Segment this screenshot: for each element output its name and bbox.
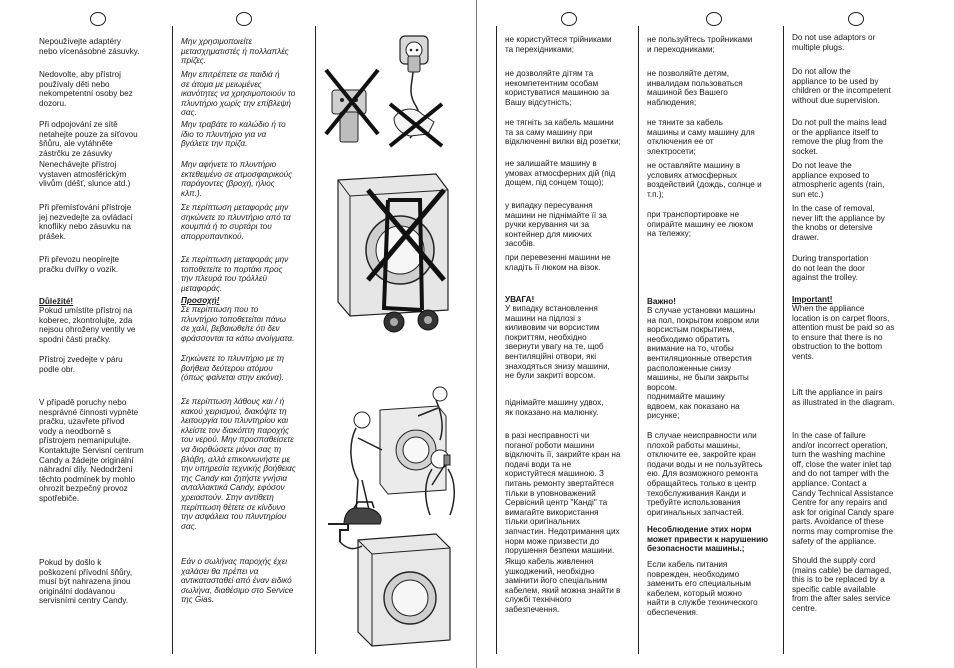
ua-para-9: в разі несправності чи поганої роботи машини відключіть її, закрийте кран на подачі води та не користуйтеся машиною. З питань ремонту звертайтеся тільки в уповноважений Сервісний центр "Канді" та вимагайте використання тільки оригінальних запчастин. Недотримання цих норм може призвести до порушення безпеки машини.	[505, 431, 621, 556]
ua-para-6: при перевезенні машини не кладіть її люком на візок.	[505, 253, 611, 272]
column-separator	[496, 26, 497, 654]
page-fold	[476, 0, 477, 668]
ru-para-1: не пользуйтесь тройниками и переходниками;	[647, 35, 753, 54]
trolley-transport-illustration	[318, 160, 468, 340]
en-para-4: Do not leave the appliance exposed to atmospheric agents (rain, sun etc.)	[792, 161, 885, 199]
language-badge-ua	[561, 12, 577, 26]
gr-para-2: Μην επιτρέπετε σε παιδιά ή σε άτομα με μειωμένες ικανότητες να χρησιμοποιούν το πλυντήριο χωρίς την επίβλεψή σας.	[181, 70, 296, 118]
ru-heading-2: Несоблюдение этих норм может привести к нарушению безопасности машины.;	[647, 525, 769, 554]
column-separator	[783, 26, 784, 654]
gr-para-10: Εάν ο σωλήνας παροχής έχει χαλάσει θα πρέπει να αντικατασταθεί από έναν ειδικό σωλήνα, διαθέσιμο στο Service της Gias.	[181, 557, 294, 605]
ua-para-3: не тягніть за кабель машини та за саму машину при відключенні вилки від розетки;	[505, 118, 621, 147]
ru-para-3: не тяните за кабель машины и саму машину для отключения ее от электросети;	[647, 118, 755, 156]
column-separator	[172, 26, 173, 654]
cz-heading: Důležité!	[39, 297, 74, 306]
en-para-1: Do not use adaptors or multiple plugs.	[792, 33, 876, 52]
ua-heading: УВАГА!	[505, 295, 535, 304]
ua-para-4: не залишайте машину в умовах атмосферних дій (під дощем, під сонцем тощо);	[505, 159, 616, 188]
person-on-phone-illustration	[410, 445, 470, 525]
ru-para-2: не позволяйте детям, инвалидам пользоваться машиной без Вашего наблюдения;	[647, 69, 743, 107]
en-para-10: Should the supply cord (mains cable) be damaged, this is to be replaced by a specific cable available from the after sales service centre.	[792, 556, 892, 613]
adaptor-plug-illustration	[318, 26, 468, 154]
en-para-7: When the appliance location is on carpet floors, attention must be paid so as to ensure that there is no obstruction to the bottom vents.	[792, 304, 895, 361]
en-para-8: Lift the appliance in pairs as illustrated in the diagram.	[792, 388, 895, 407]
en-para-6: During transportation do not lean the door against the trolley.	[792, 254, 869, 283]
gr-heading: Προσοχή!	[181, 296, 220, 305]
en-para-5: In the case of removal, never lift the appliance by the knobs or detersive drawer.	[792, 204, 885, 242]
ru-para-6: В случае установки машины на пол, покрытом ковром или ворсистым покрытием, необходимо обратить внимание на то, чтобы вентиляционные отверстия расположенные снизу машины, не были закрыты ворсом.	[647, 306, 760, 392]
ru-para-7: поднимайте машину вдвоем, как показано на рисунке;	[647, 392, 740, 421]
column-separator	[638, 26, 639, 654]
gr-para-8: Σηκώνετε το πλυντήριο με τη βοήθεια δεύτερου ατόμου (όπως φαίνεται στην εικόνα).	[181, 354, 284, 383]
cz-para-4: Nenechávejte přístroj vystaven atmosférickým vlivům (déšť, slunce atd.)	[39, 160, 131, 189]
ru-para-9: Если кабель питания поврежден, необходимо заменить его специальным кабелем, который можно найти в службе технического обеспечения.	[647, 560, 758, 617]
ua-para-8: піднімайте машину удвох, як показано на малюнку.	[505, 398, 604, 417]
ru-para-8: В случае неисправности или плохой работы машины, отключите ее, закройте кран подачи воды и не пользуйтесь ею. Для возможного ремонта обращайтесь только в центр техобслуживания Канди и требуйте использования оригинальных запчастей.	[647, 431, 763, 517]
language-badge-gr	[236, 12, 252, 26]
gr-para-4: Μην αφήνετε το πλυντήριο εκτεθειμένο σε ατμοσφαιρικούς παράγοντες (βροχή, ήλιος κλπ.).	[181, 160, 293, 198]
en-para-2: Do not allow the appliance to be used by children or the incompetent without due supervision.	[792, 67, 891, 105]
tap-and-service-illustration	[318, 520, 468, 660]
language-badge-en	[848, 12, 864, 26]
gr-para-1: Μην χρησιμοποιείτε μετασχηματιστές ή πολλαπλές πρίζες.	[181, 37, 289, 66]
cz-para-9: V případě poruchy nebo nesprávné činnosti vypněte pračku, uzavřete přívod vody a neodborně s přístrojem nemanipulujte. Kontaktujte Servisní centrum Candy a žádejte originální náhradní díly. Nedodržení těchto podmínek by mohlo ohrozit bezpečný provoz spotřebiče.	[39, 398, 144, 503]
cz-para-10: Pokud by došlo k poškození přívodní šňůry, musí být nahrazena jinou originální dodávanou servisními centry Candy.	[39, 558, 133, 606]
ru-heading: Важно!	[647, 297, 676, 306]
ua-para-7: У випадку встановлення машини на підлозі з киливовим чи ворсистим покриттям, необхідно звернути увагу на те, щоб вентиляційні отвори, які знаходяться знизу машини, не були закриті ворсом.	[505, 304, 610, 381]
ru-para-5: при транспортировке не опирайте машину ее люком на тележку;	[647, 210, 754, 239]
en-heading: Important!	[792, 295, 833, 304]
cz-para-3: Při odpojování ze sítě netahejte pouze za síťovou šňůru, ale vytáhněte zástrčku ze zásuvky	[39, 120, 138, 158]
ru-para-4: не оставляйте машину в условиях атмосферных воздействий (дождь, солнце и т.п.);	[647, 161, 762, 199]
cz-para-5: Při přemísťování přístroje jej nezvedejte za ovládací knoflíky nebo zásuvku na prášek.	[39, 203, 133, 241]
cz-para-8: Přístroj zvedejte v páru podle obr.	[39, 355, 123, 374]
gr-para-7: Σε περίπτωση που το πλυντήριο τοποθετείται πάνω σε χαλί, βεβαιωθείτε ότι δεν φράσσονται τα κάτω ανοίγματα.	[181, 305, 295, 343]
gr-para-5: Σε περίπτωση μεταφοράς μην σηκώνετε το πλυντήριο από τα κουμπιά ή το συρτάρι του απορρυπαντικού.	[181, 203, 291, 241]
language-badge-cz	[90, 12, 106, 26]
en-para-3: Do not pull the mains lead or the appliance itself to remove the plug from the socket.	[792, 118, 887, 156]
cz-para-6: Při převozu neopírejte pračku dvířky o vozík.	[39, 255, 120, 274]
cz-para-1: Nepoužívejte adaptéry nebo vícenásobné zásuvky.	[39, 37, 140, 56]
gr-para-3: Μην τραβάτε το καλώδιο ή το ίδιο το πλυντήριο για να βγάλετε την πρίζα.	[181, 120, 286, 149]
en-para-9: In the case of failure and/or incorrect operation, turn the washing machine off, close the water inlet tap and do not tamper with the appliance. Contact a Candy Technical Assistance Centre for any repairs and ask for original Candy spare parts. Avoidance of these norms may compromise the safety of the appliance.	[792, 431, 894, 546]
ua-para-10: Якщо кабель живлення ушкоджений, необхідно замінити його спеціальним кабелем, який можна знайти в службі технічного забезпечення.	[505, 557, 621, 614]
column-separator	[315, 26, 316, 654]
gr-para-6: Σε περίπτωση μεταφοράς μην τοποθετείτε το πορτάκι προς την πλευρά του τρόλλεϋ μεταφοράς.	[181, 255, 289, 293]
ua-para-1: не користуйтеся трійниками та перехідниками;	[505, 35, 612, 54]
language-badge-ru	[706, 12, 722, 26]
ua-para-5: у випадку пересування машини не піднімайте її за ручки керування чи за контейнер для миючих засобів.	[505, 201, 607, 249]
ua-para-2: не дозволяйте дітям та некомпетентним особам користуватися машиною за Вашу відсутність;	[505, 69, 610, 107]
cz-para-2: Nedovolte, aby přístroj používaly děti nebo nekompetentní osoby bez dozoru.	[39, 70, 133, 108]
iron-illustration	[340, 500, 390, 530]
gr-para-9: Σε περίπτωση λάθους και / ή κακού χειρισμού, διακόψτε τη λειτουργία του πλυντηρίου και κλείστε τον διακόπτη παροχής του νερού. Μην προσπαθείσετε να διορθώσετε μόνοι σας τη βλάβη, αλλά επικοινωνήστε με την υπηρεσία τεχνικής βοήθειας της Candy και ζητήστε γνήσια ανταλλακτικά Candy, εφόσον χρειαστούν. Στην αντίθετη περίπτωση θέτετε σε κίνδυνο την ασφάλεια του πλυντηρίου σας.	[181, 397, 296, 531]
cz-para-7: Pokud umístíte přístroj na koberec, zkontrolujte, zda nejsou ohroženy ventily ve spodní části pračky.	[39, 306, 136, 344]
